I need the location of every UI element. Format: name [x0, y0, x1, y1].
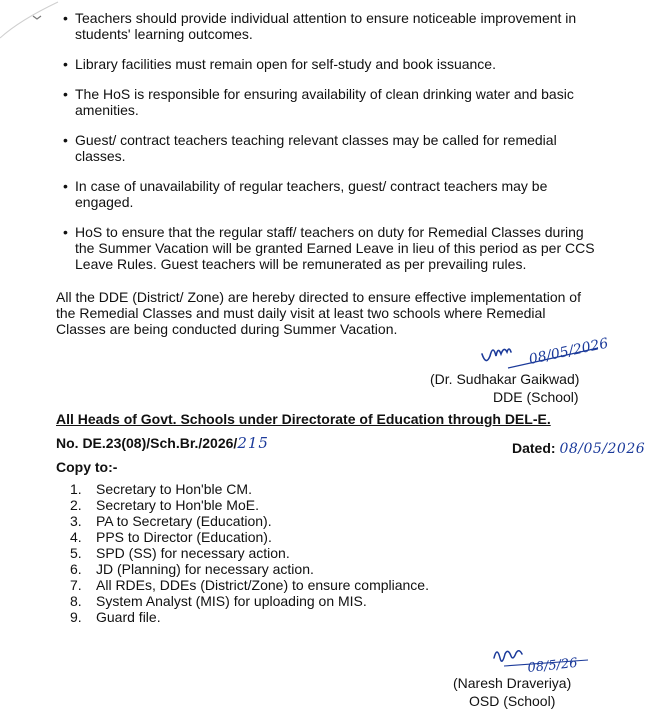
instruction-item: • HoS to ensure that the regular staff/ teachers on duty for Remedial Classes during the Summer Vacation will be granted Earned Leave in lieu of this period as per CCS Leave Rules. Guest teachers will be remunerated as per prevailing rules.	[62, 224, 602, 272]
signature-date-2: 08/5/26	[526, 655, 579, 676]
date-line	[512, 440, 645, 457]
copy-to-list	[70, 481, 429, 625]
copy-to-item: 9. Guard file.	[70, 609, 161, 625]
directive-paragraph: All the DDE (District/ Zone) are hereby directed to ensure effective implementation of the Remedial Classes and must daily visit at least two schools where Remedial Classes are being conducted during Summer Vacation.	[56, 289, 581, 337]
instruction-item: • Teachers should provide individual attention to ensure noticeable improvement in students' learning outcomes.	[62, 10, 602, 42]
copy-to-item: 6. JD (Planning) for necessary action.	[70, 561, 314, 577]
copy-to-item: 8. System Analyst (MIS) for uploading on MIS.	[70, 593, 367, 609]
reference-number-text: No. DE.23(08)/Sch.Br./2026/	[56, 435, 238, 451]
copy-to-item: 3. PA to Secretary (Education).	[70, 513, 272, 529]
reference-handwritten-number: 215	[237, 434, 269, 452]
reference-number	[56, 434, 269, 452]
copy-to-item: 5. SPD (SS) for necessary action.	[70, 545, 290, 561]
signatory-2-designation: OSD (School)	[469, 693, 556, 709]
copy-to-item: 7. All RDEs, DDEs (District/Zone) to ensure compliance.	[70, 577, 429, 593]
copy-to-item: 2. Secretary to Hon'ble MoE.	[70, 497, 259, 513]
instruction-list	[62, 10, 602, 286]
instruction-item: • Library facilities must remain open for self-study and book issuance.	[62, 56, 602, 72]
instruction-item: • In case of unavailability of regular teachers, guest/ contract teachers may be engaged.	[62, 178, 602, 210]
signature-date-1: 08/05/2026	[527, 335, 610, 368]
signature-dr-sudhakar-gaikwad	[478, 332, 628, 376]
signatory-1-name: (Dr. Sudhakar Gaikwad)	[430, 371, 580, 387]
page-corner-mark	[0, 0, 60, 40]
dated-label: Dated:	[512, 440, 556, 456]
addressee-line: All Heads of Govt. Schools under Directorate of Education through DEL-E.	[56, 411, 551, 427]
signature-naresh-draveriya	[490, 640, 600, 676]
dated-handwritten-value: 08/05/2026	[559, 441, 646, 457]
copy-to-heading: Copy to:-	[56, 459, 118, 475]
copy-to-item: 4. PPS to Director (Education).	[70, 529, 272, 545]
signatory-2-name: (Naresh Draveriya)	[453, 675, 572, 691]
instruction-item: • Guest/ contract teachers teaching relevant classes may be called for remedial classes.	[62, 132, 602, 164]
signatory-1-designation: DDE (School)	[493, 389, 579, 405]
copy-to-item: 1. Secretary to Hon'ble CM.	[70, 481, 252, 497]
instruction-item: • The HoS is responsible for ensuring availability of clean drinking water and basic amenities.	[62, 86, 602, 118]
